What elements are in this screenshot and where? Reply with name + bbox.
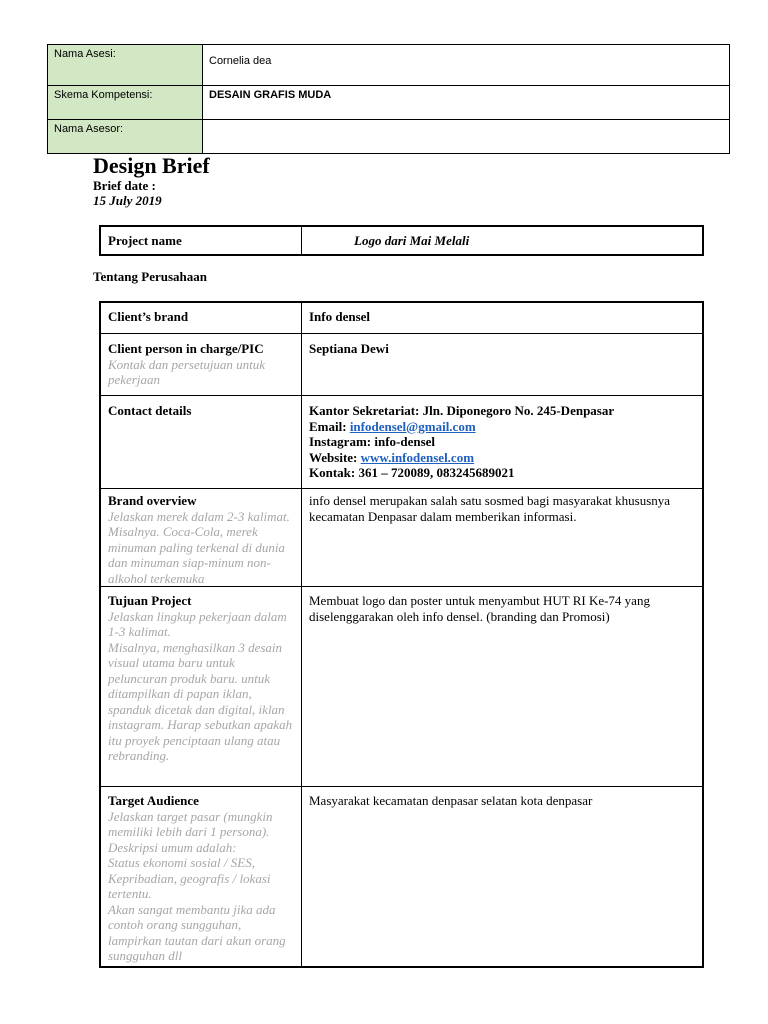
brief-table <box>99 301 704 968</box>
overview-label: Brand overview <box>108 493 197 508</box>
contact-phone: Kontak: 361 – 720089, 083245689021 <box>309 465 515 480</box>
asesi-label: Nama Asesi: <box>48 45 203 86</box>
assessment-info-table <box>47 44 730 154</box>
asesi-value: Cornelia dea <box>203 45 730 86</box>
brand-value: Info densel <box>309 309 371 324</box>
brand-label: Client’s brand <box>108 309 189 324</box>
pic-label: Client person in charge/PIC <box>108 341 264 356</box>
brief-date-label: Brief date : <box>93 178 156 193</box>
info-row-skema <box>48 86 730 120</box>
target-label: Target Audience <box>108 793 199 808</box>
contact-instagram: Instagram: info-densel <box>309 434 436 449</box>
document-title: Design Brief <box>93 153 210 178</box>
contact-email-label: Email: <box>309 418 350 434</box>
project-name-table <box>99 225 704 256</box>
pic-hint: Kontak dan persetujuan untuk pekerjaan <box>108 356 266 387</box>
skema-label: Skema Kompetensi: <box>48 86 203 120</box>
target-value: Masyarakat kecamatan denpasar selatan kota denpasar <box>302 787 704 968</box>
overview-row <box>100 489 703 587</box>
target-hint: Jelaskan target pasar (mungkin memiliki lebih dari 1 persona). Deskripsi umum adalah: Status ekonomi sosial / SES, Kepribadian, geografis / lokasi tertentu. Akan sangat membantu jika ada contoh orang sungguhan, lampirkan tautan dari akun orang sungguhan dll <box>108 808 286 963</box>
website-link[interactable]: www.infodensel.com <box>360 449 475 465</box>
asesor-value <box>203 120 730 154</box>
project-name-value: Logo dari Mai Melali <box>302 226 704 255</box>
skema-value: DESAIN GRAFIS MUDA <box>203 86 730 120</box>
pic-row <box>100 334 703 396</box>
section-heading: Tentang Perusahaan <box>93 269 208 284</box>
email-link[interactable]: infodensel@gmail.com <box>349 418 476 434</box>
project-row <box>100 226 703 255</box>
pic-value: Septiana Dewi <box>309 341 389 356</box>
overview-value: info densel merupakan salah satu sosmed bagi masyarakat khususnya kecamatan Denpasar dalam memberikan informasi. <box>302 489 704 587</box>
overview-hint: Jelaskan merek dalam 2-3 kalimat. Misalnya. Coca-Cola, merek minuman paling terkenal di dunia dan minuman siap-minum non-alkohol terkemuka <box>108 508 290 586</box>
brand-row <box>100 302 703 334</box>
contact-website-line <box>309 450 695 466</box>
contact-website-label: Website: <box>309 449 361 465</box>
tujuan-hint: Jelaskan lingkup pekerjaan dalam 1-3 kalimat. Misalnya, menghasilkan 3 desain visual utama baru untuk peluncuran produk baru. untuk ditampilkan di papan iklan, spanduk dicetak dan digital, iklan instagram. Harap sebutkan apakah itu proyek penciptaan ulang atau rebranding. <box>108 608 293 763</box>
tujuan-row <box>100 587 703 787</box>
project-name-label: Project name <box>100 226 302 255</box>
contact-email-line <box>309 419 695 435</box>
target-row <box>100 787 703 968</box>
contact-address: Kantor Sekretariat: Jln. Diponegoro No. 245-Denpasar <box>309 403 615 418</box>
brief-date: 15 July 2019 <box>93 193 162 208</box>
tujuan-value: Membuat logo dan poster untuk menyambut HUT RI Ke-74 yang diselenggarakan oleh info densel. (branding dan Promosi) <box>302 587 704 787</box>
info-row-asesi <box>48 45 730 86</box>
contact-row <box>100 396 703 489</box>
tujuan-label: Tujuan Project <box>108 593 192 608</box>
contact-label: Contact details <box>108 403 192 418</box>
info-row-asesor <box>48 120 730 154</box>
asesor-label: Nama Asesor: <box>48 120 203 154</box>
